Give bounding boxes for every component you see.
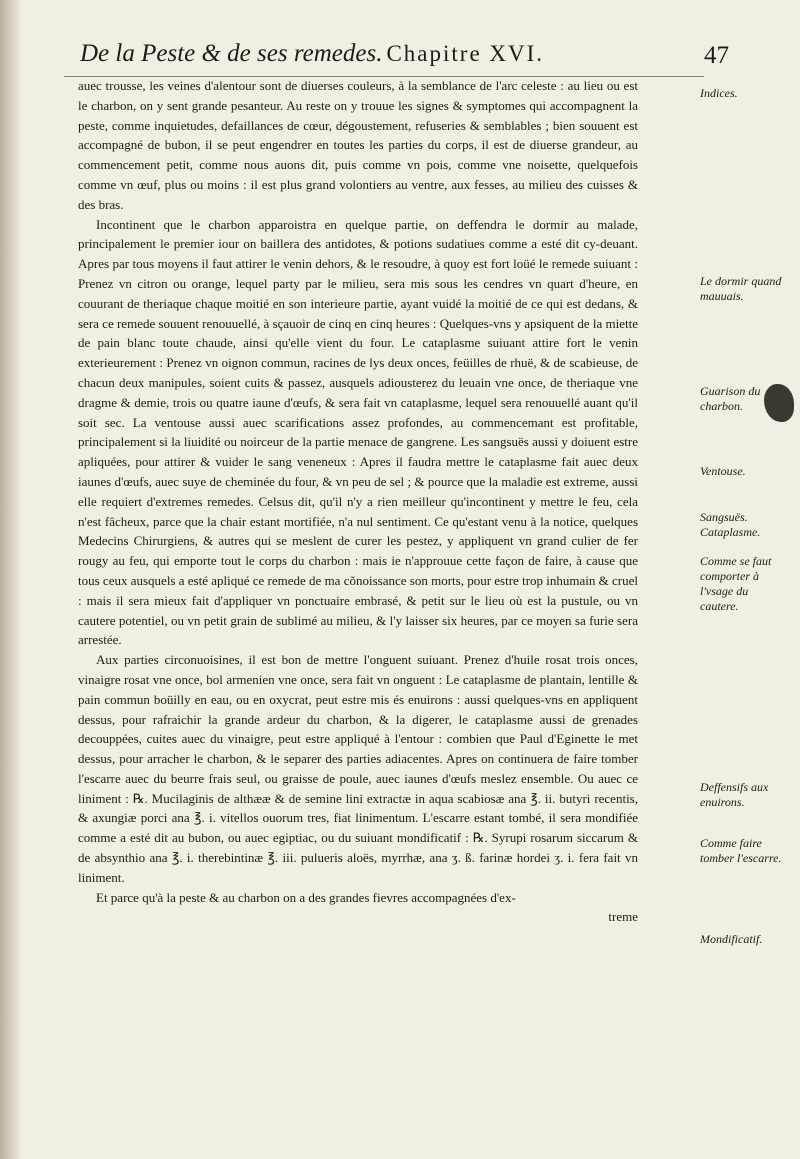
margin-note-deffensifs: Deffensifs aux enuirons. xyxy=(700,780,769,809)
margin-note-mondificatif: Mondificatif. xyxy=(700,932,763,946)
page-number: 47 xyxy=(704,42,729,69)
margin-note-sangsues: Sangsuës. Cataplasme. xyxy=(700,510,761,539)
margin-note-ventouse: Ventouse. xyxy=(700,464,746,478)
margin-note-guarison: Guarison du charbon. xyxy=(700,384,761,413)
margin-note-cautere: Comme se faut comporter à l'vsage du cautere. xyxy=(700,554,772,613)
paragraph-symptoms: auec trousse, les veines d'alentour sont de diuerses couleurs, à la semblance de l'arc celeste : au lieu ou est le charbon, on y sent grande pesanteur. Au reste on y trouue les signes & symptomes qui accompagnent la peste, comme inquietudes, defaillances de cœur, dégoustement, refuseries & semblables ; bien souuent est accompagné de bubon, il se peut engendrer en toutes les parties du corps, il est de diuerse grandeur, au commencement petit, comme nous auons dit, puis comme vn pois, comme vne noisette, quelquefois comme vn œuf, plus ou moins : il est plus grand volontiers au ventre, aux fesses, au milieu des cuisses & des bras. xyxy=(78,78,638,212)
margin-note-escarre: Comme faire tomber l'escarre. xyxy=(700,836,782,865)
catchword: treme xyxy=(608,909,638,925)
margin-note-dormir: Le dormir quand mauuais. xyxy=(700,274,782,303)
body-text xyxy=(78,76,638,927)
ink-blot xyxy=(764,384,794,422)
catchword-line xyxy=(78,907,638,927)
gutter-shadow xyxy=(0,0,22,1159)
paragraph-treatment: Incontinent que le charbon apparoistra en quelque partie, on deffendra le dormir au malade, principalement le premier iour on baillera des antidotes, & potions sudatiues comme a esté dit cy-deuant. Apres par tous moyens il faut attirer le venin dehors, & le resoudre, à quoy est fort loüé le remede suiuant : Prenez vn citron ou orange, lequel party par le milieu, sera mis sous les cendres vn quart d'heure, en couurant de theriaque chaque moitié en son interieure partie, ayant vuidé la moitié de ce qui est dedans, & sera ce remede souuent renouuellé, à sçauoir de cinq en cinq heures : Quelques-vns y apsiquent de la miette de pain blanc toute chaude, ainsi qu'elle vient du four. Le cataplasme suiuant attire fort le venin exterieurement : Prenez vn oignon commun, racines de lys deux onces, feüilles de rhuë, & de scabieuse, de chacun deux manipules, soient cuits & passez, ausquels adiousterez du leuain vne once, de theriaque vne dragme & demie, trois ou quatre iaune d'œufs, & sera fait vn cataplasme, lequel sera renouuellé auant qu'il soit sec. La ventouse aussi auec scarifications assez profondes, au commencemant est profitable, principalement si la liuidité ou noirceur de la partie menace de gangrene. Les sangsuës aussi y doiuent estre apliquées, pour attirer & vuider le sang veneneux : Apres il faudra mettre le cataplasme fait auec deux iaunes d'œufs, auec suye de cheminée du four, & vn peu de sel ; & pource que la maladie est extreme, aussi elle requiert d'extremes remedes. Celsus dit, qu'il n'y a rien meilleur qu'incontinent y mettre le feu, cela n'est fâcheux, parce que la chair estant mortifiée, n'a nul sentiment. Ce qu'estant venu à la notice, quelques Medecins Chirurgiens, & autres qui se meslent de curer les pestez, y appliquent vn grand culier de fer rougy au feu, qui emporte tout le corps du charbon : mais ie n'approuue cette façon de faire, à cause que tous ceux ausquels a esté apliqué ce remede de ma cõnoissance son morts, pour estre trop inhumain & cruel : mais il sera mieux fait d'appliquer vn ponctuaire embrasé, & petit sur le lieu où est la pustule, ou vn cautere potentiel, ou vn petit grain de sublimé au milieu, & l'y laisser six heures, par ce moyen sa furie sera arrestée. xyxy=(78,216,638,648)
margin-note-indices: Indices. xyxy=(700,86,738,100)
running-head xyxy=(80,40,680,74)
paragraph-ointments: Aux parties circonuoisines, il est bon de mettre l'onguent suiuant. Prenez d'huile rosat trois onces, vinaigre rosat vne once, bol armenien vne once, sera fait vn onguent : Le cataplasme de plantain, lentille & pain commun boüilly en eau, ou en oxycrat, peut estre mis és enuirons : aussi quelques-vns en appliquent dessus, pour rafraichir la grande ardeur du charbon, & la digerer, le cataplasme aussi de grenades decouppées, cuites auec du vinaigre, peut estre appliqué à l'entour : combien que Paul d'Eginette le met dessus, pour arracher le charbon, & le separer des parties adiacentes. Apres on continuera de faire tomber l'escarre auec du beurre frais seul, ou graisse de poule, auec iaunes d'œufs meslez ensemble. Ou auec ce liniment : ℞. Mucilaginis de althææ & de semine lini extractæ in aqua scabiosæ ana ℥. ii. butyri recentis, & axungiæ porci ana ℥. i. vitellos ouorum tres, fiat linimentum. L'escarre estant tombé, il sera mondifiée comme a esté dit au bubon, ou auec egiptiac, ou du suiuant mondificatif : ℞. Syrupi rosarum siccarum & de absynthio ana ℥. i. therebintinæ ℥. iii. pulueris aloës, myrrhæ, ana ʒ. ß. farinæ hordei ʒ. i. fera fait vn liniment. xyxy=(78,652,638,885)
chapter-heading: Chapitre XVI. xyxy=(386,41,545,66)
paragraph-fevers: Et parce qu'à la peste & au charbon on a des grandes fievres accompagnées d'ex- xyxy=(96,889,516,905)
running-title: De la Peste & de ses remedes. xyxy=(80,40,383,67)
